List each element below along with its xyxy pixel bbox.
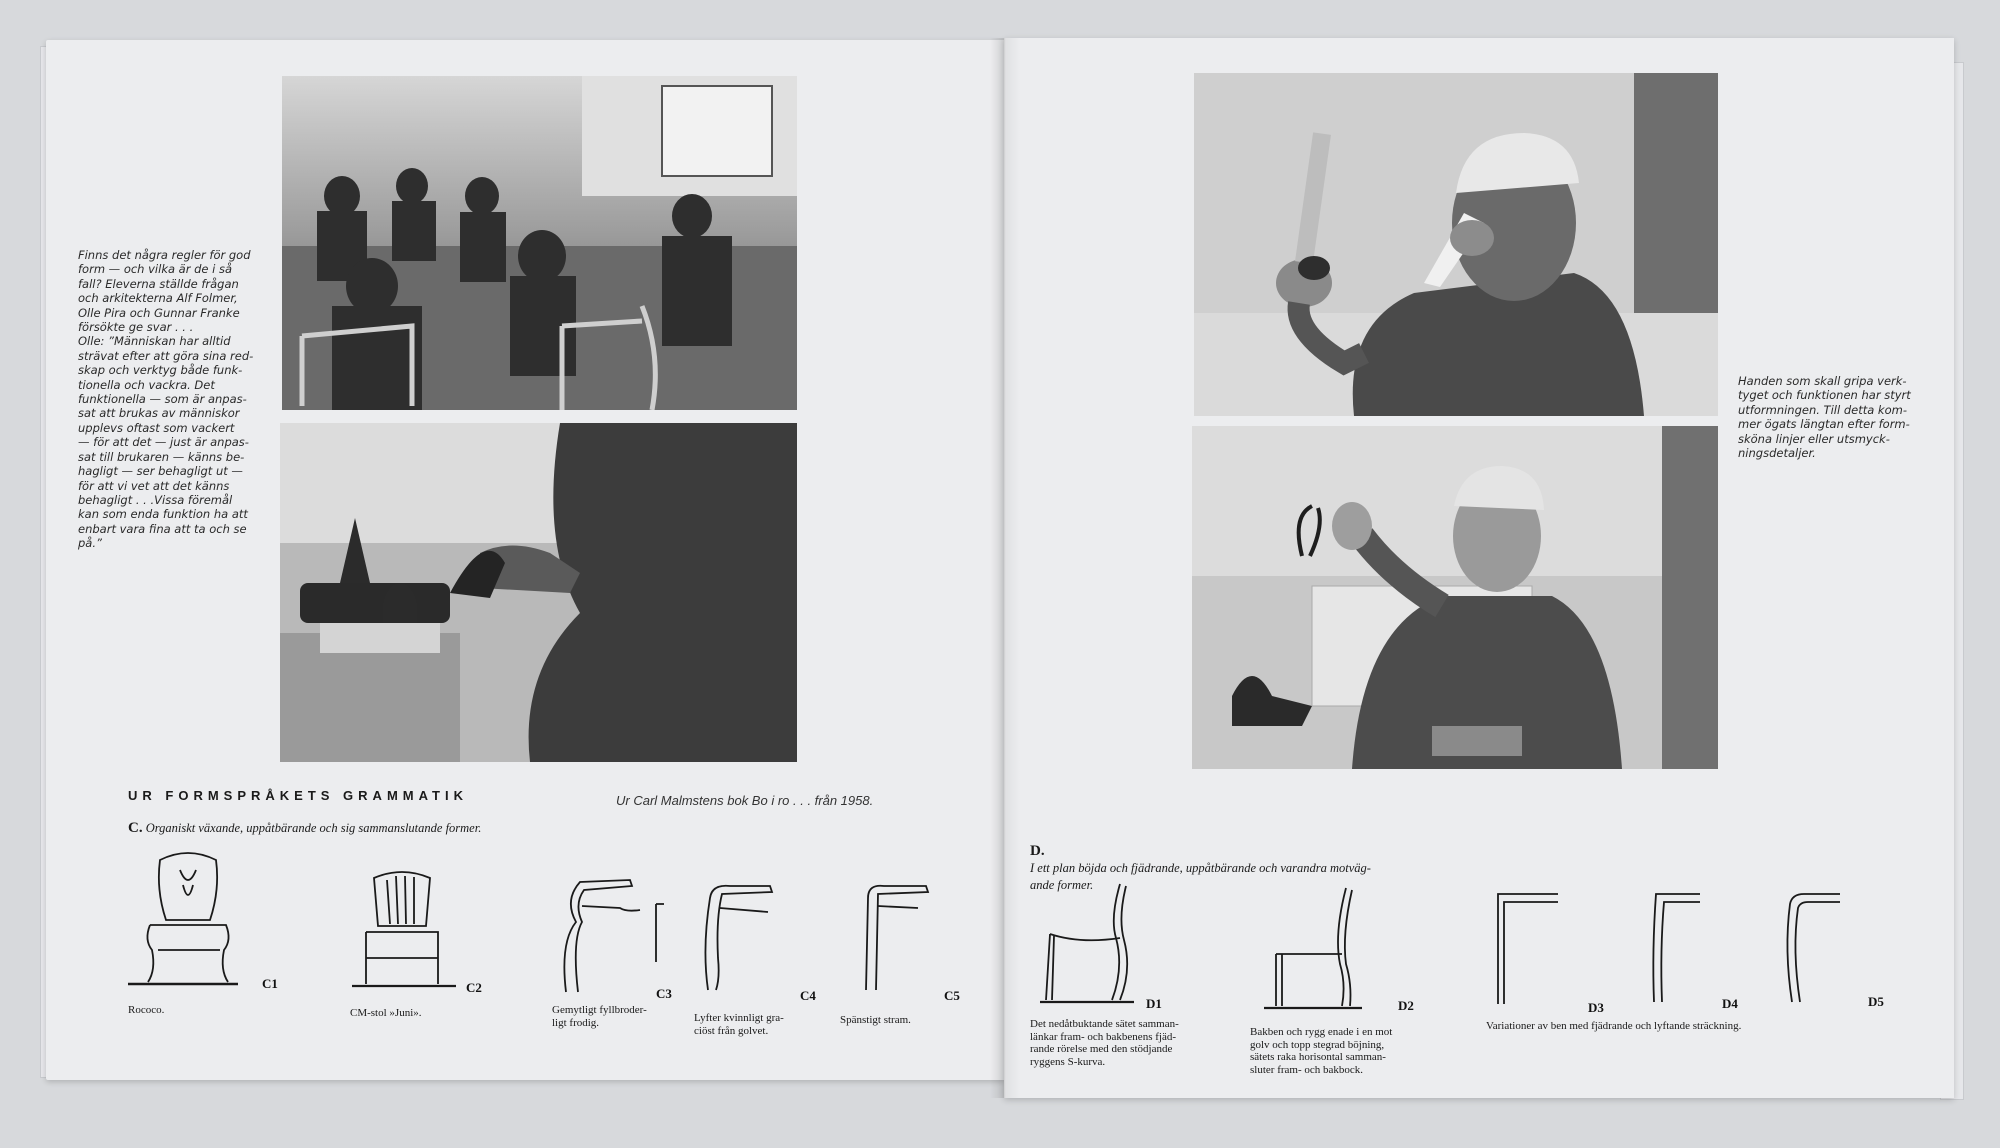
chair-figure-d1	[1040, 878, 1140, 1013]
section-c-title: Organiskt växande, uppåtbärande och sig sammanslutande former.	[145, 821, 482, 835]
chair-figure-c2	[352, 862, 462, 997]
book-gutter	[990, 38, 1020, 1098]
label-c5: Spänstigt stram.	[840, 1014, 911, 1026]
leg-figure-c4	[700, 878, 800, 1003]
code-c2: C2	[466, 980, 482, 995]
code-d5: D5	[1868, 994, 1884, 1009]
label-d1: Det nedåtbuktande sätet samman- länkar fram- och bakbenens fjäd- rande rörelse med den stödjande ryggens S-kurva.	[1030, 1018, 1179, 1068]
code-d4: D4	[1722, 996, 1738, 1011]
label-c2: CM-stol »Juni».	[350, 1007, 422, 1019]
code-c1: C1	[262, 976, 278, 991]
photo-teacher-holding-tool	[1194, 73, 1718, 416]
code-d3: D3	[1588, 1000, 1604, 1015]
label-d2: Bakben och rygg enade i en mot golv och topp stegrad böjning, sätets raka horisontal samman- sluter fram- och bakbock.	[1250, 1026, 1393, 1076]
leg-figure-c5	[862, 878, 942, 1003]
section-d-letter: D.	[1030, 843, 1045, 859]
photo-teacher-gesturing	[1192, 426, 1718, 769]
code-c5: C5	[944, 988, 960, 1003]
variations-label: Variationer av ben med fjädrande och lyftande sträckning.	[1486, 1020, 1742, 1032]
photo-classroom	[282, 76, 797, 410]
chair-figure-d2	[1264, 884, 1364, 1017]
leg-figure-d3	[1494, 890, 1564, 1015]
code-c3: C3	[656, 986, 672, 1001]
grammar-heading: UR FORMSPRÅKETS GRAMMATIK	[128, 788, 468, 803]
section-c-heading	[128, 820, 648, 837]
leg-figure-d5	[1784, 890, 1844, 1015]
code-d2: D2	[1398, 998, 1414, 1013]
source-note: Ur Carl Malmstens bok Bo i ro . . . från 1958.	[616, 793, 874, 808]
intro-caption: Finns det några regler för god form — och vilka är de i så fall? Eleverna ställde frågan och arkitekterna Alf Folmer, Olle Pira och Gunnar Franke försökte ge svar . . . Olle: ”Människan har alltid strävat efter att göra sina red- skap och verktyg både funk- tionella och vackra. Det funktionella — som är anpas- sat att brukas av människor upplevs oftast som vackert — för att det — just är anpas- sat till brukaren — känns be- hagligt — ser behagligt ut — för att vi vet att det känns behagligt . . .Vissa föremål kan som enda funktion ha att enbart vara fina att ta och se på.”	[78, 248, 254, 551]
section-d-title: I ett plan böjda och fjädrande, uppåtbärande och varandra motväg- ande former.	[1030, 861, 1371, 892]
photo-hand-tool	[280, 423, 797, 762]
right-caption: Handen som skall gripa verk- tyget och funktionen har styrt utformningen. Till detta kom- mer ögats längtan efter form- sköna linjer eller utsmyck- ningsdetaljer.	[1738, 374, 1911, 461]
label-c4: Lyfter kvinnligt gra- ciöst från golvet.	[694, 1012, 784, 1037]
chair-figure-c1	[128, 850, 248, 995]
label-c1: Rococo.	[128, 1004, 165, 1016]
section-c-letter: C.	[128, 820, 143, 836]
leg-figure-d4	[1650, 890, 1710, 1015]
label-c3: Gemytligt fyllbroder- ligt frodig.	[552, 1004, 647, 1029]
code-c4: C4	[800, 988, 816, 1003]
code-d1: D1	[1146, 996, 1162, 1011]
